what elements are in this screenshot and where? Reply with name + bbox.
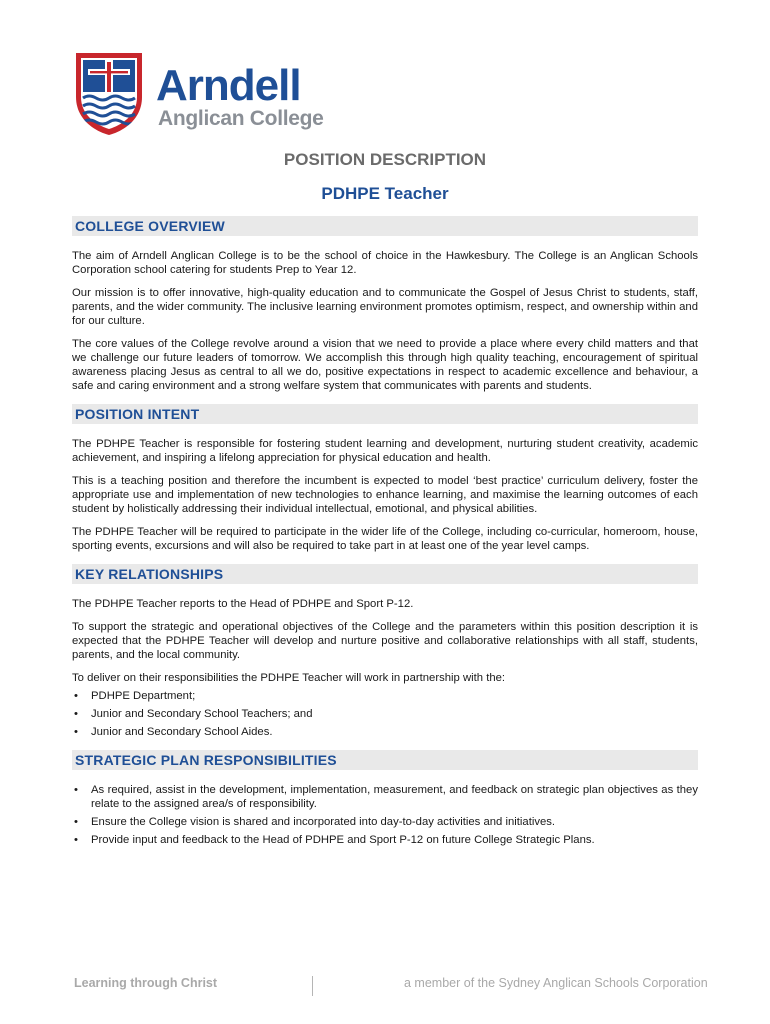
list-item [72, 815, 698, 829]
paragraph: This is a teaching position and therefore the incumbent is expected to model ‘best practice’ curriculum delivery, foster the appropriate use and implementation of new technologies to enhance learning, and maximise the learning outcomes of each student by holistically addressing their individual intellectual, emotional, and physical abilities. [72, 475, 698, 515]
list-item-text: PDHPE Department; [91, 690, 196, 702]
list-item-text: Junior and Secondary School Aides. [91, 726, 273, 738]
college-crest-logo [74, 51, 144, 137]
section-heading: POSITION INTENT [72, 404, 698, 424]
paragraph: The PDHPE Teacher will be required to participate in the wider life of the College, including co-curricular, homeroom, house, sporting events, excursions and will also be required to take part in at least one of the year level camps. [72, 526, 698, 552]
section-heading: STRATEGIC PLAN RESPONSIBILITIES [72, 750, 698, 770]
paragraph: The PDHPE Teacher is responsible for fostering student learning and development, nurturing student creativity, academic achievement, and inspiring a lifelong appreciation for physical education and health. [72, 438, 698, 464]
document-title: POSITION DESCRIPTION [283, 150, 487, 169]
section-college-overview [72, 216, 698, 393]
bullet-icon: • [74, 834, 78, 846]
paragraph: To support the strategic and operational objectives of the College and the parameters within this position description it is expected that the PDHPE Teacher will develop and nurture positive and collaborative relationships with all staff, students, parents, and the local community. [72, 621, 698, 661]
list-item-text: Provide input and feedback to the Head of PDHPE and Sport P-12 on future College Strategic Plans. [91, 834, 595, 846]
responsibility-list [72, 783, 698, 847]
paragraph: To deliver on their responsibilities the PDHPE Teacher will work in partnership with the: [72, 672, 506, 684]
college-name: Arndell [156, 61, 301, 110]
footer-tagline: Learning through Christ [74, 976, 218, 990]
bullet-icon: • [74, 690, 78, 702]
list-item-text: Junior and Secondary School Teachers; and [91, 708, 313, 720]
section-strategic-plan [72, 750, 698, 847]
list-item [72, 833, 698, 847]
document-subtitle: PDHPE Teacher [321, 184, 449, 203]
list-item-text: As required, assist in the development, implementation, measurement, and feedback on strategic plan objectives as they relate to the assigned area/s of responsibility. [91, 784, 698, 810]
college-subtitle: Anglican College [158, 107, 324, 130]
list-item-text: Ensure the College vision is shared and incorporated into day-to-day activities and initiatives. [91, 816, 556, 828]
section-heading: COLLEGE OVERVIEW [72, 216, 698, 236]
list-item [72, 689, 698, 703]
partner-list [72, 689, 698, 739]
list-item [72, 783, 698, 811]
bullet-icon: • [74, 816, 78, 828]
paragraph: Our mission is to offer innovative, high-quality education and to communicate the Gospel of Jesus Christ to students, staff, parents, and the wider community. The inclusive learning environment promotes optimism, respect, and ownership within and for our culture. [72, 287, 698, 327]
section-key-relationships [72, 564, 698, 739]
document-body [72, 216, 698, 858]
bullet-icon: • [74, 784, 78, 796]
section-position-intent [72, 404, 698, 553]
list-item [72, 707, 698, 721]
section-heading: KEY RELATIONSHIPS [72, 564, 698, 584]
bullet-icon: • [74, 708, 78, 720]
paragraph: The core values of the College revolve around a vision that we need to provide a place where every child matters and that we challenge our future leaders of tomorrow. We accomplish this through high quality teaching, encouragement of spiritual awareness placing Jesus as central to all we do, positive expectations in respect to academic excellence and behaviour, a safe and caring environment and a strong welfare system that communicates with parents and students. [72, 338, 698, 392]
list-item [72, 725, 698, 739]
footer-membership: a member of the Sydney Anglican Schools Corporation [404, 976, 708, 990]
paragraph: The PDHPE Teacher reports to the Head of PDHPE and Sport P-12. [72, 598, 414, 610]
bullet-icon: • [74, 726, 78, 738]
footer-divider [312, 976, 313, 996]
paragraph: The aim of Arndell Anglican College is to be the school of choice in the Hawkesbury. The College is an Anglican Schools Corporation school catering for students Prep to Year 12. [72, 250, 698, 276]
